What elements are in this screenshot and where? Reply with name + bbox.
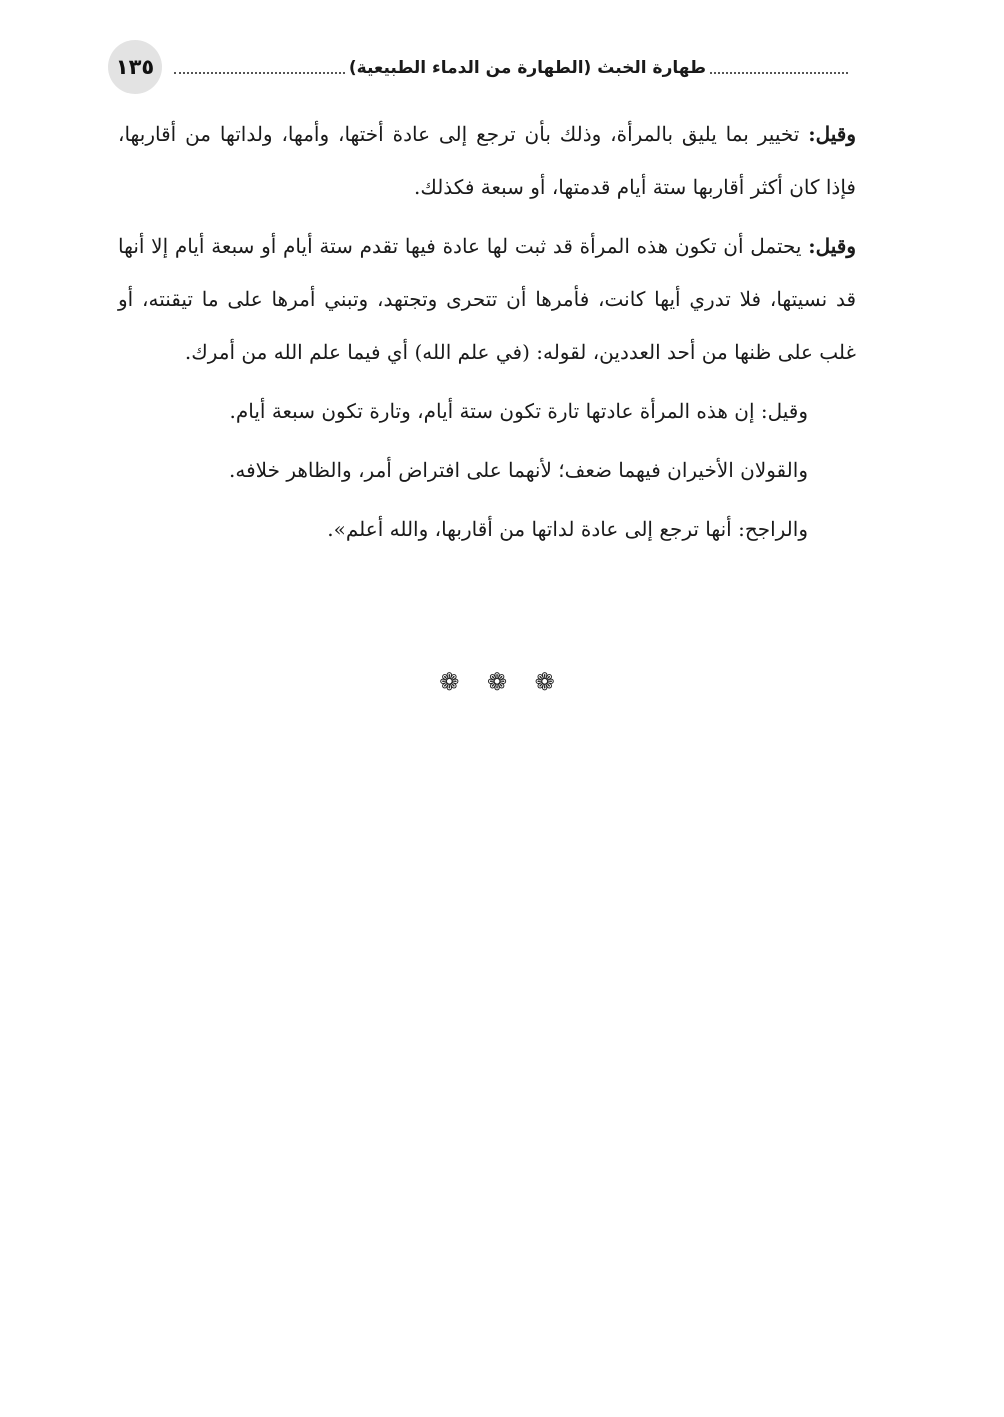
running-head <box>174 54 848 82</box>
paragraph-3: وقيل: إن هذه المرأة عادتها تارة تكون ستة أيام، وتارة تكون سبعة أيام. <box>229 399 808 423</box>
paragraph-lead: وقيل: <box>808 234 856 258</box>
paragraph-lead: وقيل: <box>808 122 856 146</box>
paragraph-5: والراجح: أنها ترجع إلى عادة لداتها من أقاربها، والله أعلم». <box>327 517 808 541</box>
leader-dots-right <box>710 62 848 74</box>
page-number: ١٣٥ <box>108 40 162 94</box>
paragraph-4: والقولان الأخيران فيهما ضعف؛ لأنهما على افتراض أمر، والظاهر خلافه. <box>229 458 808 482</box>
leader-dots-left <box>174 62 345 74</box>
paragraph-1 <box>118 108 856 214</box>
paragraph-text: يحتمل أن تكون هذه المرأة قد ثبت لها عادة فيها تقدم ستة أيام أو سبعة أيام إلا أنها قد نسيتها، فلا تدري أيها كانت، فأمرها أن تتحرى وتجتهد، وتبني أمرها على ما تيقنته، أو غلب على ظنها من أحد العددين، لقوله: (في علم الله) أي فيما علم الله من أمرك. <box>118 234 856 364</box>
paragraph-2 <box>118 220 856 379</box>
running-title: طهارة الخبث (الطهارة من الدماء الطبيعية) <box>348 58 706 78</box>
page-header <box>108 40 848 96</box>
paragraph-text: تخيير بما يليق بالمرأة، وذلك بأن ترجع إلى عادة أختها، وأمها، ولداتها من أقاربها، فإذا كان أكثر أقاربها ستة أيام قدمتها، أو سبعة فكذلك. <box>118 122 856 199</box>
body-text <box>118 108 856 562</box>
section-separator: ❁ ❁ ❁ <box>439 668 565 696</box>
